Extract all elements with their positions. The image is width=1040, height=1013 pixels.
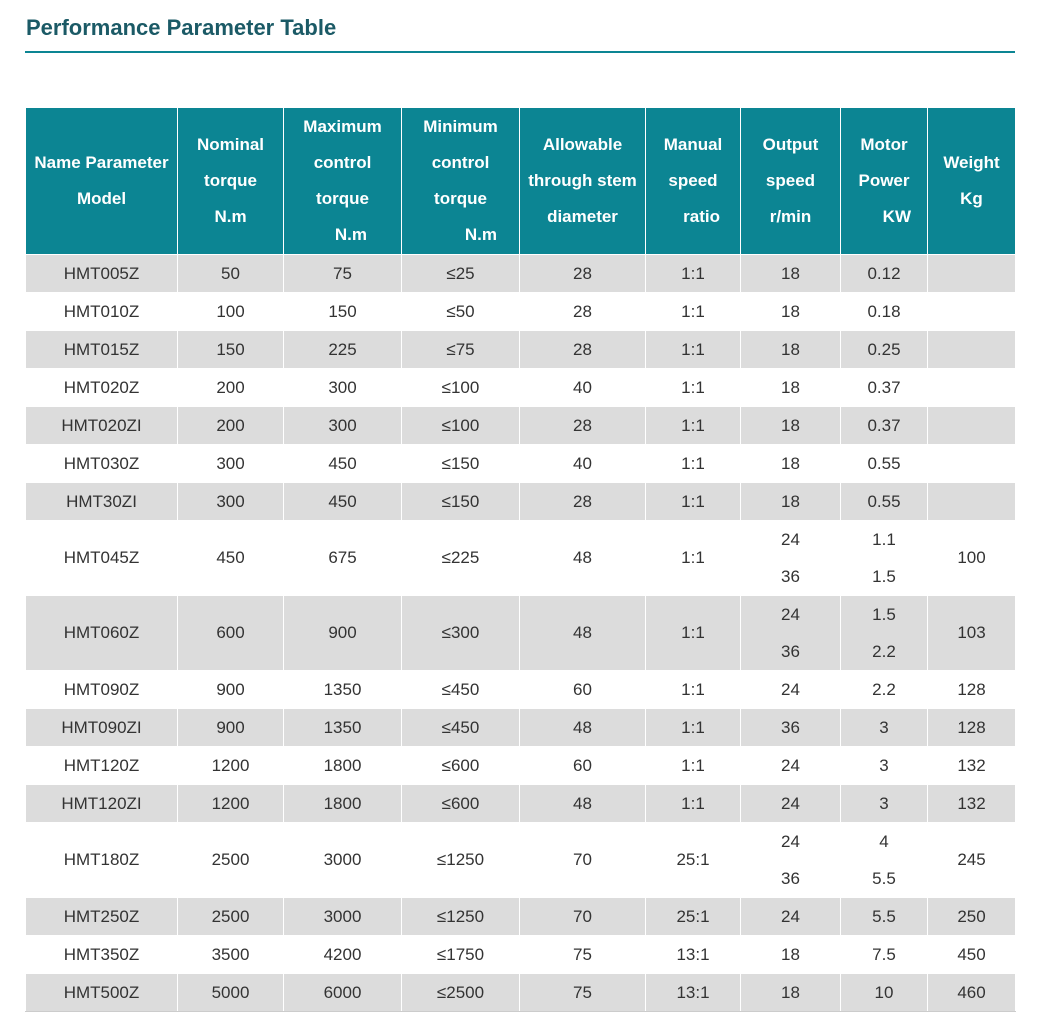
cell-stem-diameter: 75 [520, 936, 646, 974]
cell-weight: 103 [928, 596, 1016, 671]
cell-speed-ratio: 1:1 [646, 407, 741, 445]
cell-motor-power-value: 10 [874, 983, 894, 1002]
cell-min-torque: ≤150 [402, 445, 520, 483]
title-divider [25, 51, 1015, 53]
cell-output-speed [741, 671, 841, 709]
cell-output-speed-value: 18 [781, 945, 800, 964]
cell-stem-diameter: 48 [520, 596, 646, 671]
cell-max-torque: 75 [284, 255, 402, 293]
header-name-parameter-model [26, 108, 178, 255]
cell-nominal-torque: 450 [178, 521, 284, 596]
cell-stem-diameter: 48 [520, 785, 646, 823]
cell-model: HMT005Z [26, 255, 178, 293]
cell-weight: 460 [928, 974, 1016, 1012]
cell-nominal-torque: 600 [178, 596, 284, 671]
cell-output-speed-value: 24 [781, 530, 800, 549]
cell-nominal-torque: 300 [178, 445, 284, 483]
cell-stem-diameter: 48 [520, 521, 646, 596]
cell-output-speed-value: 24 [781, 680, 800, 699]
cell-output-speed-value: 18 [781, 983, 800, 1002]
cell-weight [928, 407, 1016, 445]
cell-output-speed [741, 709, 841, 747]
cell-weight: 132 [928, 785, 1016, 823]
cell-output-speed-value: 36 [781, 642, 800, 661]
cell-motor-power-value: 0.25 [867, 340, 901, 359]
cell-nominal-torque: 2500 [178, 823, 284, 898]
cell-motor-power [841, 483, 928, 521]
cell-min-torque: ≤25 [402, 255, 520, 293]
cell-motor-power-value: 1.5 [872, 567, 896, 586]
cell-stem-diameter: 40 [520, 369, 646, 407]
cell-model: HMT090ZI [26, 709, 178, 747]
cell-stem-diameter: 28 [520, 293, 646, 331]
table-body [26, 255, 1016, 1012]
table-row [26, 709, 1016, 747]
cell-motor-power-value: 5.5 [872, 869, 896, 888]
header-line: KW [882, 207, 911, 226]
header-line: Name Parameter [34, 153, 169, 172]
cell-motor-power [841, 407, 928, 445]
performance-parameter-table [25, 107, 1016, 1012]
cell-output-speed [741, 785, 841, 823]
header-line: through stem [528, 171, 637, 190]
header-line: torque [316, 189, 369, 208]
cell-motor-power-value: 7.5 [872, 945, 896, 964]
cell-model: HMT020ZI [26, 407, 178, 445]
cell-model: HMT120Z [26, 747, 178, 785]
cell-output-speed [741, 255, 841, 293]
cell-nominal-torque: 3500 [178, 936, 284, 974]
cell-nominal-torque: 300 [178, 483, 284, 521]
cell-motor-power [841, 369, 928, 407]
cell-output-speed [741, 823, 841, 898]
page-title: Performance Parameter Table [26, 15, 337, 40]
header-line: Minimum [423, 117, 498, 136]
cell-max-torque: 3000 [284, 898, 402, 936]
cell-output-speed [741, 747, 841, 785]
cell-stem-diameter: 70 [520, 823, 646, 898]
header-line: speed [668, 171, 718, 190]
cell-speed-ratio: 1:1 [646, 445, 741, 483]
cell-output-speed-value: 18 [781, 264, 800, 283]
cell-nominal-torque: 150 [178, 331, 284, 369]
cell-max-torque: 225 [284, 331, 402, 369]
cell-speed-ratio: 1:1 [646, 671, 741, 709]
cell-motor-power-value: 1.1 [872, 530, 896, 549]
cell-output-speed-value: 24 [781, 605, 800, 624]
cell-motor-power-value: 1.5 [872, 605, 896, 624]
header-weight [928, 108, 1016, 255]
cell-output-speed-value: 24 [781, 756, 800, 775]
cell-weight [928, 369, 1016, 407]
cell-motor-power-value: 0.37 [867, 378, 901, 397]
cell-output-speed [741, 596, 841, 671]
cell-output-speed-value: 18 [781, 302, 800, 321]
header-line: torque [434, 189, 487, 208]
header-line: Maximum [303, 117, 382, 136]
cell-motor-power-value: 3 [879, 794, 889, 813]
cell-weight [928, 255, 1016, 293]
cell-output-speed-value: 36 [781, 718, 800, 737]
cell-min-torque: ≤1250 [402, 898, 520, 936]
cell-output-speed [741, 521, 841, 596]
table-row [26, 255, 1016, 293]
cell-max-torque: 300 [284, 407, 402, 445]
cell-model: HMT180Z [26, 823, 178, 898]
cell-weight: 450 [928, 936, 1016, 974]
cell-motor-power [841, 823, 928, 898]
cell-speed-ratio: 1:1 [646, 483, 741, 521]
cell-model: HMT090Z [26, 671, 178, 709]
cell-model: HMT30ZI [26, 483, 178, 521]
header-line: Output [762, 135, 819, 154]
cell-min-torque: ≤2500 [402, 974, 520, 1012]
cell-max-torque: 150 [284, 293, 402, 331]
cell-weight: 132 [928, 747, 1016, 785]
header-line: speed [765, 171, 816, 190]
header-line: N.m [334, 225, 367, 244]
cell-output-speed-value: 18 [781, 416, 800, 435]
cell-output-speed-value: 18 [781, 454, 800, 473]
cell-min-torque: ≤1750 [402, 936, 520, 974]
header-maximum-control-torque [284, 108, 402, 255]
cell-nominal-torque: 5000 [178, 974, 284, 1012]
cell-model: HMT350Z [26, 936, 178, 974]
cell-min-torque: ≤600 [402, 747, 520, 785]
header-output-speed [741, 108, 841, 255]
header-line: Motor [860, 135, 908, 154]
cell-speed-ratio: 13:1 [646, 936, 741, 974]
cell-model: HMT120ZI [26, 785, 178, 823]
cell-motor-power-value: 2.2 [872, 642, 896, 661]
table-row [26, 747, 1016, 785]
cell-nominal-torque: 1200 [178, 785, 284, 823]
table-row [26, 936, 1016, 974]
cell-speed-ratio: 1:1 [646, 331, 741, 369]
cell-output-speed [741, 483, 841, 521]
cell-nominal-torque: 100 [178, 293, 284, 331]
cell-motor-power-value: 4 [879, 832, 889, 851]
table-header-row [26, 108, 1016, 255]
header-allowable-through-stem-diameter [520, 108, 646, 255]
cell-model: HMT500Z [26, 974, 178, 1012]
cell-speed-ratio: 1:1 [646, 785, 741, 823]
table-row [26, 369, 1016, 407]
cell-stem-diameter: 75 [520, 974, 646, 1012]
cell-weight [928, 293, 1016, 331]
table-row [26, 407, 1016, 445]
table-row [26, 785, 1016, 823]
table-row [26, 974, 1016, 1012]
cell-output-speed [741, 936, 841, 974]
header-line: torque [204, 171, 257, 190]
cell-output-speed [741, 974, 841, 1012]
cell-max-torque: 1800 [284, 747, 402, 785]
cell-min-torque: ≤1250 [402, 823, 520, 898]
cell-motor-power-value: 3 [879, 718, 889, 737]
cell-stem-diameter: 40 [520, 445, 646, 483]
cell-nominal-torque: 900 [178, 709, 284, 747]
cell-motor-power [841, 709, 928, 747]
header-line: r/min [769, 207, 812, 226]
cell-stem-diameter: 28 [520, 255, 646, 293]
cell-motor-power [841, 255, 928, 293]
cell-output-speed-value: 24 [781, 832, 800, 851]
cell-speed-ratio: 1:1 [646, 369, 741, 407]
cell-stem-diameter: 60 [520, 671, 646, 709]
cell-weight [928, 445, 1016, 483]
cell-motor-power [841, 747, 928, 785]
cell-stem-diameter: 28 [520, 407, 646, 445]
cell-output-speed-value: 36 [781, 869, 800, 888]
cell-motor-power-value: 0.12 [867, 264, 901, 283]
cell-motor-power-value: 3 [879, 756, 889, 775]
table-row [26, 596, 1016, 671]
cell-output-speed [741, 293, 841, 331]
cell-model: HMT250Z [26, 898, 178, 936]
header-line: ratio [683, 207, 720, 226]
cell-motor-power-value: 0.18 [867, 302, 901, 321]
cell-speed-ratio: 1:1 [646, 709, 741, 747]
header-minimum-control-torque [402, 108, 520, 255]
header-line: Weight [943, 153, 1000, 172]
cell-min-torque: ≤100 [402, 369, 520, 407]
cell-min-torque: ≤600 [402, 785, 520, 823]
cell-weight: 128 [928, 709, 1016, 747]
cell-stem-diameter: 28 [520, 331, 646, 369]
cell-nominal-torque: 900 [178, 671, 284, 709]
cell-weight: 100 [928, 521, 1016, 596]
cell-motor-power [841, 521, 928, 596]
table-row [26, 823, 1016, 898]
cell-motor-power-value: 2.2 [872, 680, 896, 699]
cell-max-torque: 4200 [284, 936, 402, 974]
cell-nominal-torque: 200 [178, 407, 284, 445]
cell-max-torque: 1350 [284, 671, 402, 709]
cell-min-torque: ≤75 [402, 331, 520, 369]
header-motor-power [841, 108, 928, 255]
cell-motor-power [841, 293, 928, 331]
cell-output-speed [741, 898, 841, 936]
cell-min-torque: ≤450 [402, 671, 520, 709]
cell-speed-ratio: 1:1 [646, 255, 741, 293]
cell-output-speed-value: 18 [781, 340, 800, 359]
table-row [26, 898, 1016, 936]
cell-motor-power [841, 898, 928, 936]
header-manual-speed-ratio [646, 108, 741, 255]
cell-weight: 250 [928, 898, 1016, 936]
cell-min-torque: ≤150 [402, 483, 520, 521]
cell-max-torque: 6000 [284, 974, 402, 1012]
cell-speed-ratio: 25:1 [646, 823, 741, 898]
cell-weight [928, 483, 1016, 521]
cell-motor-power [841, 671, 928, 709]
cell-stem-diameter: 70 [520, 898, 646, 936]
cell-min-torque: ≤100 [402, 407, 520, 445]
cell-motor-power [841, 936, 928, 974]
cell-max-torque: 450 [284, 445, 402, 483]
cell-nominal-torque: 1200 [178, 747, 284, 785]
header-line: Manual [663, 135, 723, 154]
table-row [26, 521, 1016, 596]
header-line: Kg [960, 189, 983, 208]
cell-model: HMT010Z [26, 293, 178, 331]
cell-motor-power [841, 331, 928, 369]
cell-nominal-torque: 200 [178, 369, 284, 407]
cell-weight: 128 [928, 671, 1016, 709]
cell-weight [928, 331, 1016, 369]
cell-output-speed [741, 407, 841, 445]
cell-output-speed-value: 24 [781, 907, 800, 926]
header-line: N.m [464, 225, 497, 244]
table-row [26, 671, 1016, 709]
cell-output-speed-value: 18 [781, 378, 800, 397]
cell-motor-power-value: 0.55 [867, 492, 901, 511]
cell-nominal-torque: 2500 [178, 898, 284, 936]
cell-speed-ratio: 1:1 [646, 747, 741, 785]
header-line: Allowable [542, 135, 623, 154]
cell-max-torque: 1800 [284, 785, 402, 823]
header-line: control [313, 153, 372, 172]
cell-motor-power [841, 785, 928, 823]
header-line: Power [858, 171, 910, 190]
cell-min-torque: ≤50 [402, 293, 520, 331]
cell-nominal-torque: 50 [178, 255, 284, 293]
cell-model: HMT030Z [26, 445, 178, 483]
cell-output-speed-value: 24 [781, 794, 800, 813]
cell-max-torque: 900 [284, 596, 402, 671]
cell-min-torque: ≤300 [402, 596, 520, 671]
table-row [26, 445, 1016, 483]
cell-motor-power-value: 0.37 [867, 416, 901, 435]
header-nominal-torque [178, 108, 284, 255]
cell-motor-power-value: 5.5 [872, 907, 896, 926]
cell-output-speed [741, 369, 841, 407]
cell-min-torque: ≤450 [402, 709, 520, 747]
header-line: Nominal [196, 135, 265, 154]
cell-motor-power-value: 0.55 [867, 454, 901, 473]
cell-motor-power [841, 596, 928, 671]
table-row [26, 483, 1016, 521]
cell-output-speed [741, 331, 841, 369]
cell-max-torque: 3000 [284, 823, 402, 898]
cell-model: HMT020Z [26, 369, 178, 407]
cell-model: HMT045Z [26, 521, 178, 596]
cell-min-torque: ≤225 [402, 521, 520, 596]
header-line: control [431, 153, 490, 172]
cell-motor-power [841, 445, 928, 483]
cell-max-torque: 1350 [284, 709, 402, 747]
cell-max-torque: 675 [284, 521, 402, 596]
cell-speed-ratio: 1:1 [646, 596, 741, 671]
cell-output-speed-value: 18 [781, 492, 800, 511]
cell-speed-ratio: 1:1 [646, 521, 741, 596]
cell-stem-diameter: 28 [520, 483, 646, 521]
cell-motor-power [841, 974, 928, 1012]
cell-output-speed-value: 36 [781, 567, 800, 586]
cell-model: HMT060Z [26, 596, 178, 671]
header-line: Model [76, 189, 127, 208]
table-row [26, 293, 1016, 331]
cell-speed-ratio: 13:1 [646, 974, 741, 1012]
cell-max-torque: 450 [284, 483, 402, 521]
header-line: diameter [547, 207, 618, 226]
cell-model: HMT015Z [26, 331, 178, 369]
header-line: N.m [214, 207, 247, 226]
cell-speed-ratio: 25:1 [646, 898, 741, 936]
cell-max-torque: 300 [284, 369, 402, 407]
cell-stem-diameter: 48 [520, 709, 646, 747]
cell-stem-diameter: 60 [520, 747, 646, 785]
cell-weight: 245 [928, 823, 1016, 898]
cell-output-speed [741, 445, 841, 483]
cell-speed-ratio: 1:1 [646, 293, 741, 331]
table-row [26, 331, 1016, 369]
